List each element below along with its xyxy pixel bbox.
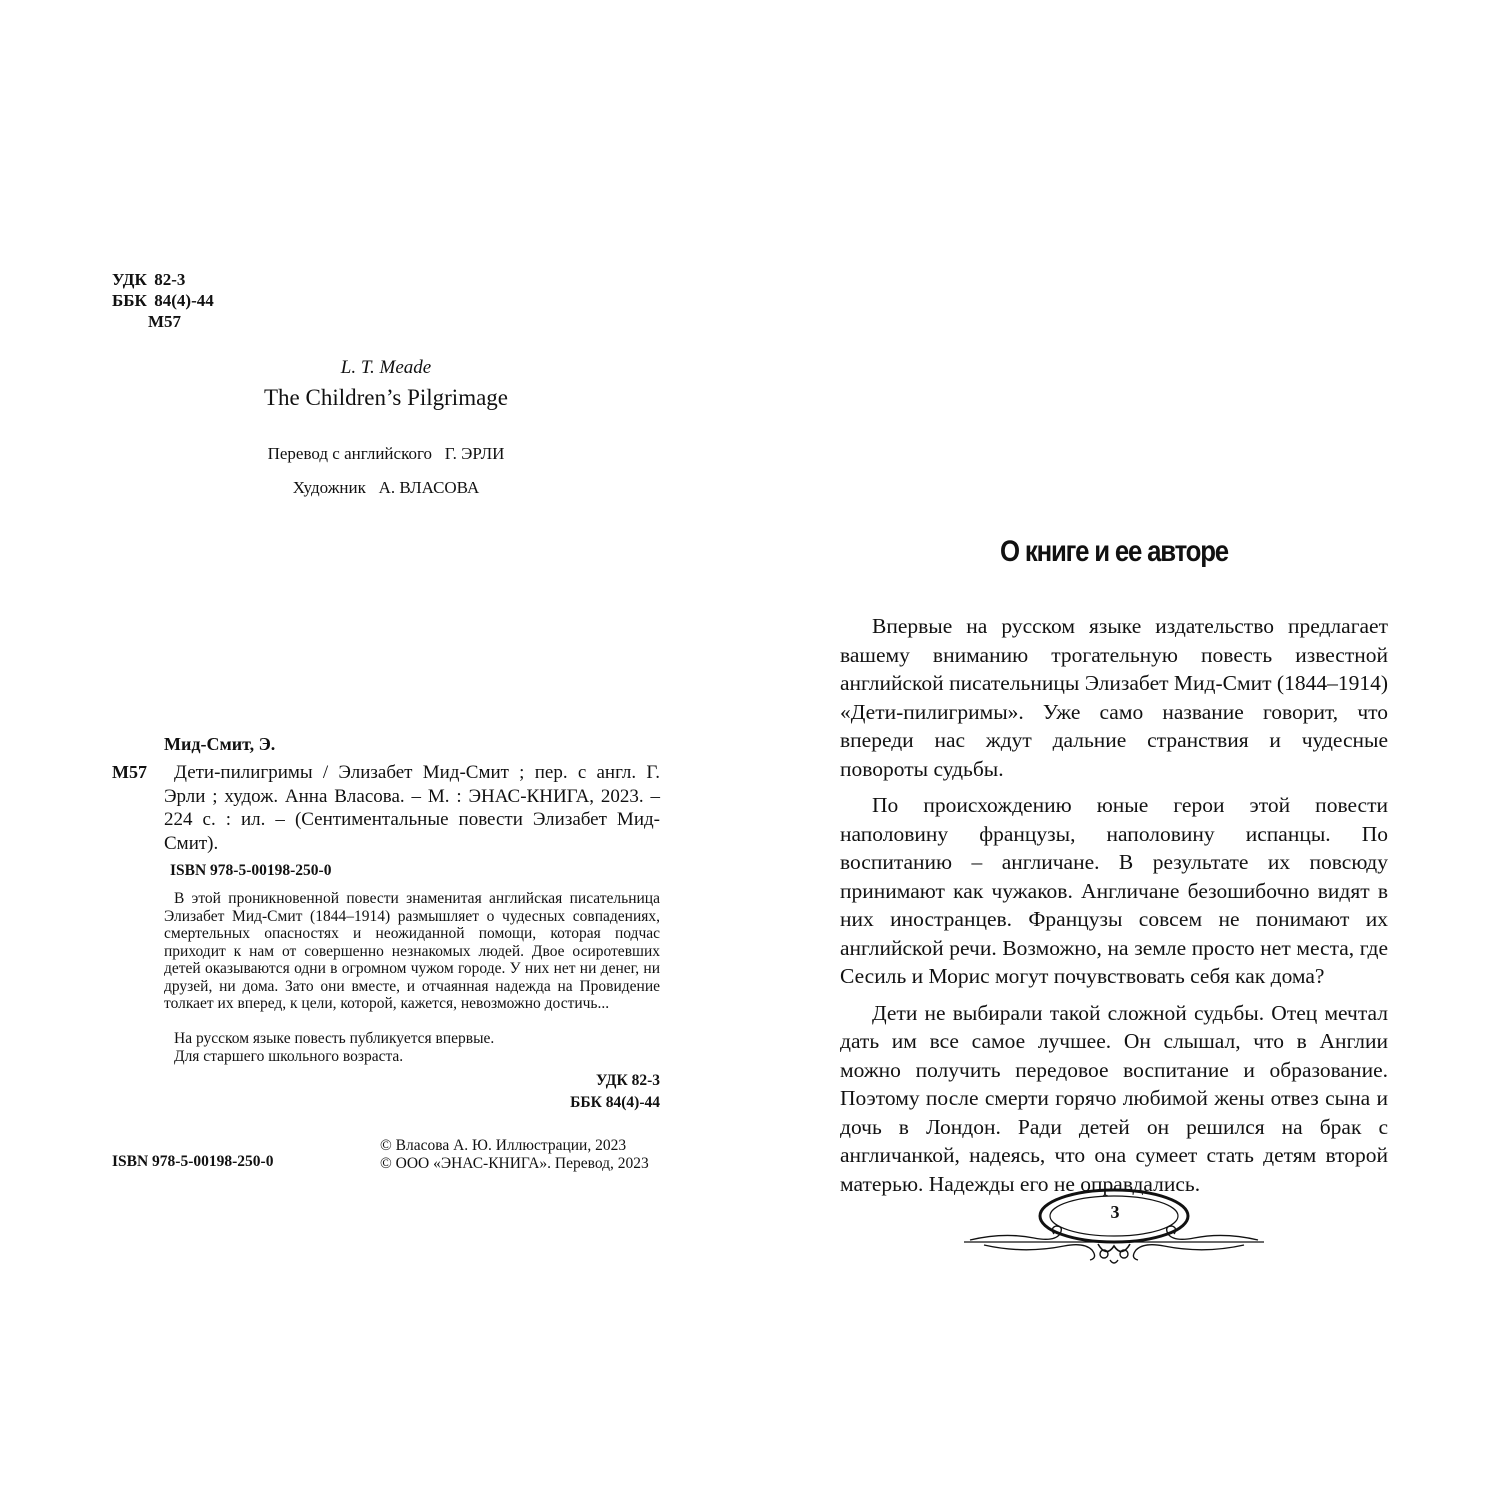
note-age: Для старшего школьного возраста. bbox=[174, 1048, 404, 1065]
page-number-ornament-icon bbox=[964, 1188, 1270, 1268]
biblio-description: Дети-пилигримы / Элизабет Мид-Смит ; пер. с англ. Г. Эрли ; худож. Анна Власова. – М. : ЭНАС-КНИГА, 2023. – 224 с. : ил. – (Сентиментальные повести Элизабет Мид-Смит). bbox=[164, 762, 660, 854]
translation-credit bbox=[160, 444, 612, 464]
biblio-isbn: ISBN 978-5-00198-250-0 bbox=[170, 862, 332, 879]
bbk-value: 84(4)-44 bbox=[154, 291, 214, 310]
bbk-label: ББК bbox=[112, 291, 147, 310]
isbn-bottom: ISBN 978-5-00198-250-0 bbox=[112, 1153, 274, 1170]
translator-name: Г. ЭРЛИ bbox=[444, 444, 505, 463]
artist-name: А. ВЛАСОВА bbox=[378, 478, 480, 497]
paragraph-2: По происхождению юные герои этой повести наполовину французы, наполовину испанцы. По воспитанию – англичане. В результате их повсюду принимают как чужаков. Англичане безошибочно видят в них иностранцев. Французы совсем не понимают их английской речи. Возможно, на земле просто нет места, где Сесиль и Морис могут почувствовать себя как дома? bbox=[840, 793, 1388, 988]
udk-label: УДК bbox=[112, 270, 147, 289]
udk-code: УДК 82-3 bbox=[596, 1072, 660, 1089]
bbk-code: ББК 84(4)-44 bbox=[570, 1094, 660, 1111]
original-author: L. T. Meade bbox=[340, 357, 432, 378]
bbk-line bbox=[112, 291, 214, 311]
body-text bbox=[840, 612, 1388, 1206]
note-first-publication: На русском языке повесть публикуется впервые. bbox=[174, 1030, 495, 1047]
annotation: В этой проникновенной повести знаменитая английская писательница Элизабет Мид-Смит (1844–1914) размышляет о чудесных совпадениях, смертельных опасностях и неожиданной помощи, которая подчас приходит к нам от совершенно незнакомых людей. Двое осиротевших детей оказываются одни в огромном чужом городе. У них нет ни денег, ни друзей, ни дома. Зато они вместе, и отчаянная надежда на Провидение толкает их вперед, к цели, которой, кажется, невозможно достичь... bbox=[164, 890, 660, 1012]
artist-credit bbox=[160, 478, 612, 498]
copyright-translation: © ООО «ЭНАС-КНИГА». Перевод, 2023 bbox=[380, 1155, 649, 1172]
translation-label: Перевод с английского bbox=[267, 444, 433, 463]
udk-line bbox=[112, 270, 185, 290]
udk-value: 82-3 bbox=[154, 270, 186, 289]
copyright-illustrations: © Власова А. Ю. Иллюстрации, 2023 bbox=[380, 1137, 627, 1154]
original-title: The Children’s Pilgrimage bbox=[263, 385, 508, 410]
page-number: 3 bbox=[1110, 1202, 1120, 1222]
biblio-author-mark: М57 bbox=[112, 762, 147, 782]
biblio-author-heading: Мид-Смит, Э. bbox=[164, 734, 276, 754]
artist-label: Художник bbox=[292, 478, 366, 497]
paragraph-1: Впервые на русском языке издательство предлагает вашему вниманию трогательную повесть известной английской писательницы Элизабет Мид-Смит (1844–1914) «Дети-пилигримы». Уже само название говорит, что впереди нас ждут дальние странствия и чудесные повороты судьбы. bbox=[840, 614, 1388, 781]
author-mark-top: М57 bbox=[148, 312, 182, 331]
chapter-heading: О книге и ее авторе bbox=[1000, 535, 1228, 568]
paragraph-3: Дети не выбирали такой сложной судьбы. Отец мечтал дать им все самое лучшее. Он слышал, что в Англии можно получить передовое воспитание и образование. Поэтому после смерти горячо любимой жены отвез сына и дочь в Лондон. Ради детей он решился на брак с англичанкой, надеясь, что она сумеет стать детям второй матерью. Надежды его не оправдались. bbox=[840, 1000, 1388, 1196]
